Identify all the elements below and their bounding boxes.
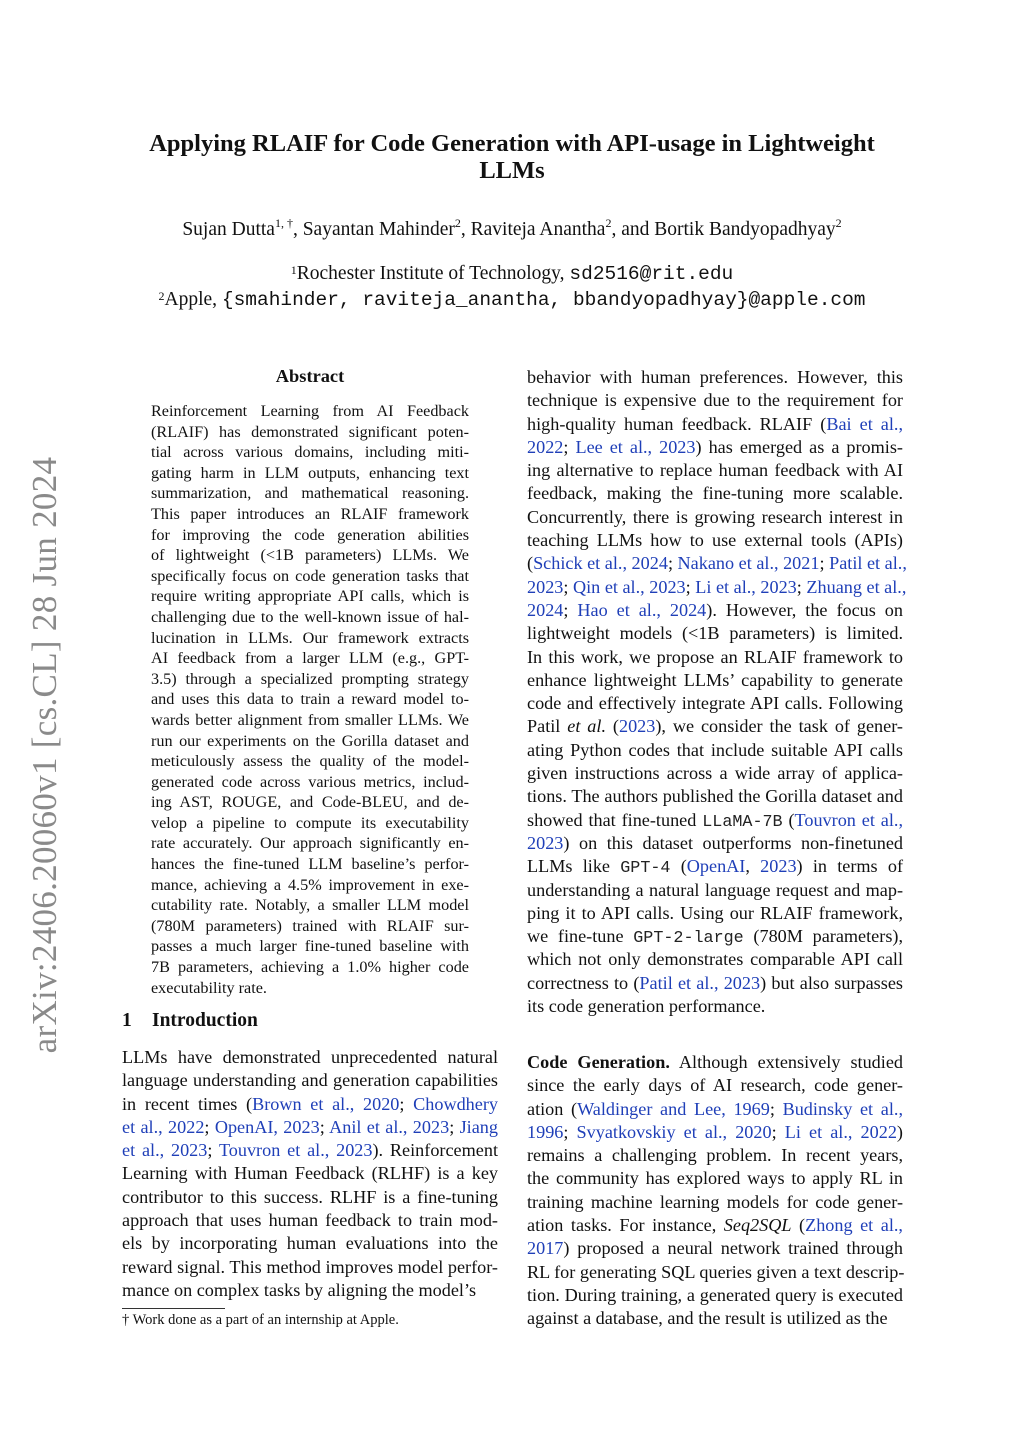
citation-link[interactable]: Zhuang et al., [806, 576, 907, 597]
text-run: (RLAIF) has demonstrated significant poten- [151, 422, 469, 441]
text-run: ; [819, 553, 830, 574]
text-run: for improving the code generation abilities [151, 525, 469, 544]
text-run: ; [796, 576, 807, 597]
text-line [151, 792, 469, 813]
text-run: correctness to ( [527, 972, 640, 993]
citation-link[interactable]: 2024 [527, 599, 564, 620]
text-line [151, 916, 469, 937]
abstract-body [151, 401, 469, 998]
section-title: Introduction [152, 1010, 258, 1031]
text-run: reward signal. This method improves model perfor- [122, 1256, 498, 1277]
text-run: mance, achieving a 4.5% improvement in exe- [151, 875, 469, 894]
text-line [527, 482, 903, 505]
text-run: ; [685, 576, 696, 597]
affiliation-email: sd2516@rit.edu [569, 263, 734, 285]
citation-link[interactable]: 1996 [527, 1121, 564, 1142]
text-line [122, 1116, 498, 1139]
author-name: Sujan Dutta [182, 219, 275, 240]
text-line [527, 576, 907, 599]
citation-link[interactable]: et al., 2023 [122, 1140, 208, 1161]
text-line [151, 483, 469, 504]
text-run: els by incorporating human evaluations into the [122, 1233, 498, 1254]
text-run: behavior with human preferences. However, this [527, 367, 903, 387]
text-line [527, 809, 903, 832]
text-line [527, 1307, 903, 1330]
text-run: which not only demonstrates comparable API call [527, 949, 903, 970]
text-line [151, 895, 469, 916]
text-run: since the early days of AI research, code gener- [527, 1075, 903, 1096]
text-line [122, 1209, 498, 1232]
text-run: require writing appropriate API calls, which is [151, 587, 469, 606]
citation-link[interactable]: Touvron et al., 2023 [218, 1140, 373, 1161]
text-run: This paper introduces an RLAIF framework [151, 504, 469, 523]
text-run: training machine learning models for code gener- [527, 1191, 903, 1212]
text-line [527, 459, 903, 482]
text-run: ) [896, 1121, 903, 1142]
affiliation-email: {smahinder, raviteja_anantha, bbandyopadhyay}@apple.com [221, 289, 866, 311]
footnote: † Work done as a part of an internship at Apple. [122, 1312, 399, 1328]
section-heading-introduction [122, 1010, 258, 1032]
text-run: we fine-tune [527, 926, 634, 947]
text-line [151, 525, 469, 546]
text-run: LLMs have demonstrated unprecedented natural [122, 1047, 498, 1067]
text-line [151, 772, 469, 793]
text-line [151, 710, 469, 731]
text-run: understanding a natural language request and map- [527, 879, 903, 900]
text-line [151, 833, 469, 854]
author-affiliation-mark: 2 [605, 216, 612, 230]
affiliations [0, 261, 1024, 313]
title-line: LLMs [479, 157, 545, 184]
text-line [151, 978, 469, 999]
author-name: Raviteja Anantha [470, 219, 606, 240]
text-line [527, 1074, 903, 1097]
text-run: LLMs like [527, 856, 621, 877]
citation-link[interactable]: 2023 [760, 856, 797, 877]
text-run: ; [563, 576, 573, 597]
code-term: GPT-2-large [633, 929, 744, 949]
text-run: ; [319, 1116, 330, 1137]
text-run: ; [204, 1116, 215, 1137]
text-run: Concurrently, there is growing research interest in [527, 506, 903, 527]
text-line [122, 1139, 498, 1162]
text-run: run our experiments on the Gorilla dataset and [151, 731, 469, 750]
text-run: given instructions across a wide array of applica- [527, 763, 903, 784]
citation-link[interactable]: Brown et al., 2020 [252, 1093, 400, 1114]
text-run: ing alternative to replace human feedback with AI [527, 460, 903, 481]
text-run: Although extensively studied [669, 1052, 903, 1072]
text-run: Patil [527, 716, 568, 737]
text-run: approach that uses human feedback to train mod- [122, 1210, 498, 1231]
text-run: ; [563, 599, 578, 620]
text-run: high-quality human feedback. RLAIF ( [527, 413, 827, 434]
text-line [122, 1256, 498, 1279]
text-run: gating harm in LLM outputs, enhancing text [151, 463, 469, 482]
text-run: ; [769, 1098, 783, 1119]
footnote-divider [122, 1308, 225, 1309]
affiliation-line [0, 287, 1024, 313]
citation-link[interactable]: 2023 [527, 832, 564, 853]
text-line [527, 1051, 903, 1074]
citation-link[interactable]: Li et al., 2023 [695, 576, 797, 597]
author-name: Bortik Bandyopadhyay [654, 219, 836, 240]
text-run: ; [399, 1093, 414, 1114]
affiliation-name: Rochester Institute of Technology, [296, 263, 570, 284]
author-separator: , [292, 219, 303, 240]
arxiv-stamp: arXiv:2406.20060v1 [cs.CL] 28 Jun 2024 [25, 456, 64, 1054]
text-run: ) but also surpasses [760, 972, 903, 993]
text-run: ; [449, 1116, 460, 1137]
citation-link[interactable]: OpenAI, 2023 [214, 1116, 320, 1137]
text-line [527, 366, 903, 389]
citation-link[interactable]: 2022 [527, 436, 564, 457]
section-number: 1 [122, 1010, 132, 1031]
text-line [527, 413, 903, 436]
text-run: the community has explored ways to apply RL in [527, 1168, 903, 1189]
text-run: ( [791, 1215, 806, 1236]
text-line [151, 463, 469, 484]
author-affiliation-mark: 2 [454, 216, 461, 230]
code-term: GPT-4 [620, 859, 671, 879]
citation-link[interactable]: Anil et al., 2023 [329, 1116, 450, 1137]
text-line [527, 436, 903, 459]
text-run: contributor to this success. RLHF is a fine-tuning [122, 1186, 498, 1207]
text-line [527, 715, 903, 738]
text-line [151, 689, 469, 710]
text-run: ing AST, ROUGE, and Code-BLEU, and de- [151, 793, 469, 812]
title-line: Applying RLAIF for Code Generation with API-usage in Lightweight [149, 130, 875, 157]
affiliation-mark: 2 [158, 289, 165, 303]
text-line [122, 1232, 498, 1255]
citation-link[interactable]: Budinsky et al., [782, 1098, 903, 1119]
text-run: hances the fine-tuned LLM baseline’s perfor- [151, 855, 469, 874]
text-line [527, 1191, 903, 1214]
text-run: AI feedback from a larger LLM (e.g., GPT- [151, 649, 469, 668]
text-run: specifically focus on code generation tasks that [151, 566, 469, 585]
affiliation-mark: 1 [290, 263, 297, 277]
text-run: executability rate. [151, 978, 267, 997]
text-run: ( [527, 553, 534, 574]
citation-link[interactable]: Waldinger and Lee, 1969 [577, 1098, 770, 1119]
text-line [527, 762, 903, 785]
text-run: passes a much larger fine-tuned baseline with [151, 937, 469, 956]
text-run: ) has emerged as a promis- [695, 436, 903, 457]
affiliation-line [0, 261, 1024, 287]
citation-link[interactable]: Li et al., 2022 [784, 1121, 897, 1142]
text-run: ), we consider the task of gener- [655, 716, 903, 737]
citation-link[interactable]: Jiang [459, 1116, 498, 1137]
text-line [527, 692, 903, 715]
text-run: ( [606, 716, 619, 737]
citation-link[interactable]: et al., 2022 [122, 1116, 205, 1137]
citation-link[interactable]: OpenAI [686, 856, 746, 877]
text-run: ping it to API calls. Using our RLAIF framework, [527, 902, 903, 923]
text-run: in recent times ( [122, 1093, 253, 1114]
author-separator: , [460, 219, 471, 240]
citation-link[interactable]: Nakano et al., 2021 [677, 553, 820, 574]
paper-title [100, 130, 924, 184]
citation-link[interactable]: Qin et al., 2023 [572, 576, 686, 597]
text-line [527, 599, 903, 622]
text-line [151, 422, 469, 443]
citation-link[interactable]: Svyatkovskiy et al., 2020 [576, 1121, 772, 1142]
text-line [527, 1098, 903, 1121]
citation-link[interactable]: Zhong et al., [805, 1215, 903, 1236]
text-line [151, 751, 469, 772]
text-run: and uses this data to train a reward model to- [151, 690, 469, 709]
text-line [527, 785, 903, 808]
text-line [527, 669, 903, 692]
text-run: showed that fine-tuned [527, 809, 703, 830]
text-run: Reinforcement Learning from AI Feedback [151, 402, 469, 420]
text-line [527, 1214, 903, 1237]
text-run: tion. During training, a generated query is executed [527, 1284, 903, 1305]
text-run: (780M parameters) trained with RLAIF sur- [151, 916, 469, 935]
author-list [0, 216, 1024, 241]
introduction-body [122, 1046, 498, 1302]
abstract-heading: Abstract [275, 366, 345, 386]
text-line [151, 566, 469, 587]
text-line [151, 813, 469, 834]
text-run: enhance lightweight LLMs’ capability to generate [527, 669, 903, 690]
text-line [151, 545, 469, 566]
text-run: In this work, we propose an RLAIF framework to [527, 646, 903, 667]
text-run: ; [667, 553, 678, 574]
text-run: tions. The authors published the Gorilla dataset and [527, 786, 903, 807]
text-run: remains a challenging problem. In recent years, [527, 1145, 903, 1166]
text-run: lightweight models (<1B parameters) is limited. [527, 623, 903, 644]
text-run: feedback, making the fine-tuning more scalable. [527, 483, 903, 504]
text-run: Learning with Human Feedback (RLHF) is a key [122, 1163, 498, 1184]
text-run: ; [563, 436, 576, 457]
text-run: ( [782, 809, 795, 830]
code-term: LLaMA-7B [702, 812, 783, 832]
text-run: code and effectively integrate API calls. Following [527, 693, 903, 714]
text-run: wards better alignment from smaller LLMs. We [151, 710, 469, 729]
text-run: ation ( [527, 1098, 578, 1119]
text-line [527, 1284, 903, 1307]
text-run: technique is expensive due to the requirement for [527, 390, 903, 411]
text-line [151, 607, 469, 628]
citation-link[interactable]: Chowdhery [413, 1093, 499, 1114]
text-run: challenging due to the well-known issue of hal- [151, 607, 469, 626]
text-line [122, 1069, 498, 1092]
author-affiliation-mark: 2 [835, 216, 842, 230]
text-run: cutability rate. Notably, a smaller LLM model [151, 896, 469, 915]
citation-link[interactable]: Lee et al., 2023 [575, 436, 696, 457]
citation-link[interactable]: 2023 [618, 716, 656, 737]
text-line [151, 731, 469, 752]
text-run: teaching LLMs how to use external tools (APIs) [527, 530, 903, 551]
text-line [527, 389, 903, 412]
citation-link[interactable]: Patil et al., [829, 553, 907, 574]
text-line [527, 902, 903, 925]
text-run: ( [670, 856, 687, 877]
text-run: ; [771, 1121, 785, 1142]
text-run: tial across various domains, including miti- [151, 443, 469, 462]
text-run: against a database, and the result is utilized as the [527, 1308, 888, 1329]
text-run: rate accurately. Our approach significantly en- [151, 834, 469, 853]
text-line [527, 1261, 903, 1284]
text-run: ation tasks. For instance, [527, 1215, 724, 1236]
text-line [151, 854, 469, 875]
author-name: Sayantan Mahinder [302, 219, 455, 240]
text-line [151, 586, 469, 607]
text-line [527, 646, 903, 669]
italic-text: Seq2SQL [723, 1215, 792, 1236]
affiliation-name: Apple, [164, 289, 222, 310]
text-line [151, 669, 469, 690]
text-run: ) proposed a neural network trained through [563, 1238, 903, 1259]
text-line [151, 401, 469, 422]
text-line [151, 875, 469, 896]
citation-link[interactable]: Bai et al., [826, 413, 903, 434]
text-line [527, 552, 907, 575]
author-separator: , and [611, 219, 655, 240]
text-line [151, 628, 469, 649]
paragraph-heading: Code Generation. [527, 1052, 670, 1072]
text-line [122, 1046, 498, 1069]
text-line [527, 925, 903, 948]
text-line [151, 504, 469, 525]
code-generation-paragraph [527, 1051, 903, 1331]
author-affiliation-mark: 1, † [274, 216, 293, 230]
text-line [527, 995, 903, 1018]
text-line [122, 1186, 498, 1209]
text-line [527, 529, 903, 552]
text-run: velop a pipeline to compute its executability [151, 813, 469, 832]
text-line [151, 442, 469, 463]
text-run: ) on this dataset outperforms non-finetuned [563, 832, 903, 853]
text-line [527, 1167, 903, 1190]
text-run: lucination in LLMs. Our framework extracts [151, 628, 469, 647]
text-run: language understanding and generation capabilities [122, 1070, 498, 1091]
citation-link[interactable]: Patil et al., 2023 [639, 972, 761, 993]
text-line [122, 1279, 498, 1302]
text-run: ating Python codes that include suitable API calls [527, 739, 903, 760]
text-line [151, 957, 469, 978]
text-line [151, 648, 469, 669]
text-run: , [745, 856, 761, 877]
citation-link[interactable]: 2023 [527, 576, 564, 597]
text-run: 3.5) through a specialized prompting strategy [151, 669, 469, 688]
citation-link[interactable]: Hao et al., 2024 [577, 599, 707, 620]
text-line [527, 1121, 903, 1144]
text-run: of lightweight (<1B parameters) LLMs. We [151, 546, 469, 565]
text-run: ; [207, 1140, 219, 1161]
citation-link[interactable]: Touvron et al., [794, 809, 904, 830]
text-line [527, 832, 903, 855]
text-line [527, 1237, 903, 1260]
text-run: RL for generating SQL queries given a text descrip- [527, 1261, 905, 1282]
text-run: ). Reinforcement [372, 1140, 498, 1161]
right-column-body [527, 366, 907, 1018]
text-line [527, 879, 903, 902]
text-run: ). However, the focus on [706, 599, 903, 620]
text-run: ; [563, 1121, 577, 1142]
text-run: mance on complex tasks by aligning the model’s [122, 1279, 477, 1300]
text-line [527, 506, 903, 529]
text-line [122, 1093, 498, 1116]
citation-link[interactable]: Schick et al., 2024 [533, 553, 668, 574]
citation-link[interactable]: 2017 [527, 1238, 564, 1259]
text-line [527, 948, 903, 971]
text-line [122, 1162, 498, 1185]
text-line [527, 972, 903, 995]
italic-text: et al. [567, 716, 606, 737]
text-run: 7B parameters, achieving a 1.0% higher code [151, 958, 469, 977]
text-line [151, 936, 469, 957]
text-run: generated code across various metrics, includ- [151, 772, 469, 791]
text-line [527, 855, 903, 878]
text-line [527, 622, 903, 645]
text-run: ) in terms of [796, 856, 904, 877]
text-run: summarization, and mathematical reasoning. [151, 484, 469, 503]
text-line [527, 739, 903, 762]
text-run: its code generation performance. [527, 996, 766, 1017]
text-line [527, 1144, 903, 1167]
text-run: (780M parameters), [743, 926, 903, 947]
text-run: meticulously assess the quality of the model- [151, 752, 469, 771]
